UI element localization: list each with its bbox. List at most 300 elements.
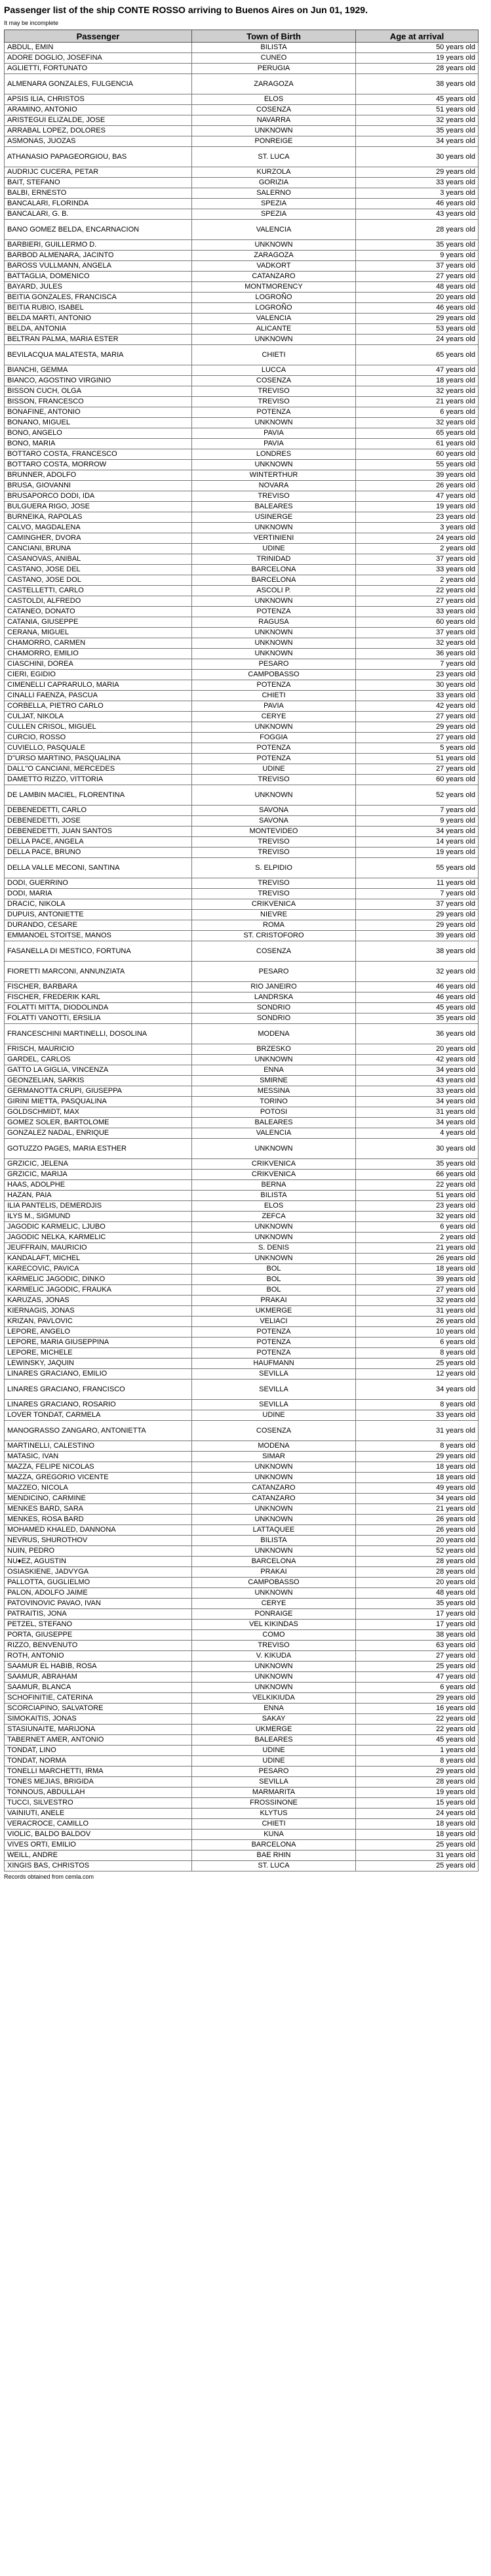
- table-row: [5, 649, 479, 659]
- table-row: [5, 1065, 479, 1076]
- town-of-birth-cell: SONDRIO: [192, 1013, 356, 1024]
- town-of-birth-cell: CHIETI: [192, 691, 356, 701]
- table-row: [5, 1139, 479, 1159]
- table-row: [5, 910, 479, 920]
- passenger-name-cell: JAGODIC KARMELIC, LJUBO: [5, 1222, 192, 1233]
- passenger-name-cell: GATTO LA GIGLIA, VINCENZA: [5, 1065, 192, 1076]
- age-at-arrival-cell: 18 years old: [356, 1473, 479, 1483]
- town-of-birth-cell: TREVISO: [192, 848, 356, 858]
- town-of-birth-cell: NAVARRA: [192, 115, 356, 126]
- age-at-arrival-cell: 65 years old: [356, 428, 479, 439]
- table-row: [5, 596, 479, 607]
- table-row: [5, 712, 479, 722]
- town-of-birth-cell: USINERGE: [192, 512, 356, 523]
- table-row: [5, 240, 479, 251]
- town-of-birth-cell: CERYE: [192, 1599, 356, 1609]
- age-at-arrival-cell: 22 years old: [356, 1714, 479, 1725]
- passenger-name-cell: BAIT, STEFANO: [5, 178, 192, 188]
- age-at-arrival-cell: 46 years old: [356, 303, 479, 314]
- town-of-birth-cell: SPEZIA: [192, 209, 356, 220]
- town-of-birth-cell: NOVARA: [192, 481, 356, 491]
- table-row: [5, 1327, 479, 1338]
- age-at-arrival-cell: 34 years old: [356, 136, 479, 147]
- passenger-name-cell: CULLEN CRISOL, MIGUEL: [5, 722, 192, 733]
- age-at-arrival-cell: 9 years old: [356, 816, 479, 827]
- table-row: [5, 1788, 479, 1798]
- town-of-birth-cell: UNKNOWN: [192, 649, 356, 659]
- age-at-arrival-cell: 60 years old: [356, 617, 479, 628]
- table-row: [5, 178, 479, 188]
- age-at-arrival-cell: 34 years old: [356, 1494, 479, 1504]
- town-of-birth-cell: PAVIA: [192, 701, 356, 712]
- table-row: [5, 1683, 479, 1693]
- passenger-name-cell: TONES MEJIAS, BRIGIDA: [5, 1777, 192, 1788]
- table-row: [5, 1641, 479, 1651]
- age-at-arrival-cell: 45 years old: [356, 94, 479, 105]
- town-of-birth-cell: UDINE: [192, 544, 356, 554]
- table-row: [5, 638, 479, 649]
- table-row: [5, 1013, 479, 1024]
- passenger-name-cell: JAGODIC NELKA, KARMELIC: [5, 1233, 192, 1243]
- town-of-birth-cell: VELIACI: [192, 1317, 356, 1327]
- age-at-arrival-cell: 27 years old: [356, 1651, 479, 1662]
- table-row: [5, 397, 479, 407]
- age-at-arrival-cell: 22 years old: [356, 1180, 479, 1191]
- town-of-birth-cell: UNKNOWN: [192, 240, 356, 251]
- passenger-name-cell: CIASCHINI, DOREA: [5, 659, 192, 670]
- age-at-arrival-cell: 37 years old: [356, 899, 479, 910]
- passenger-name-cell: RIZZO, BENVENUTO: [5, 1641, 192, 1651]
- passenger-name-cell: KARMELIC JAGODIC, FRAUKA: [5, 1285, 192, 1296]
- table-row: [5, 1735, 479, 1746]
- table-row: [5, 136, 479, 147]
- age-at-arrival-cell: 28 years old: [356, 1777, 479, 1788]
- town-of-birth-cell: ST. CRISTOFORO: [192, 931, 356, 941]
- table-row: [5, 878, 479, 889]
- town-of-birth-cell: VALENCIA: [192, 1128, 356, 1139]
- passenger-name-cell: ARISTEGUI ELIZALDE, JOSE: [5, 115, 192, 126]
- town-of-birth-cell: ELOS: [192, 1201, 356, 1212]
- town-of-birth-cell: TREVISO: [192, 491, 356, 502]
- age-at-arrival-cell: 20 years old: [356, 1536, 479, 1546]
- passenger-name-cell: GERMANOTTA CRUPI, GIUSEPPA: [5, 1086, 192, 1097]
- passenger-name-cell: BOTTARO COSTA, FRANCESCO: [5, 449, 192, 460]
- town-of-birth-cell: UNKNOWN: [192, 1546, 356, 1557]
- table-row: [5, 1756, 479, 1767]
- town-of-birth-cell: BARCELONA: [192, 565, 356, 575]
- table-row: [5, 586, 479, 596]
- passenger-name-cell: GIRINI MIETTA, PASQUALINA: [5, 1097, 192, 1107]
- town-of-birth-cell: TREVISO: [192, 775, 356, 785]
- age-at-arrival-cell: 31 years old: [356, 1850, 479, 1861]
- town-of-birth-cell: LOGROÑO: [192, 303, 356, 314]
- town-of-birth-cell: UNKNOWN: [192, 785, 356, 806]
- age-at-arrival-cell: 19 years old: [356, 848, 479, 858]
- passenger-name-cell: MAZZA, GREGORIO VICENTE: [5, 1473, 192, 1483]
- table-row: [5, 386, 479, 397]
- town-of-birth-cell: MARMARITA: [192, 1788, 356, 1798]
- town-of-birth-cell: UNKNOWN: [192, 1055, 356, 1065]
- town-of-birth-cell: ST. LUCA: [192, 147, 356, 167]
- age-at-arrival-cell: 32 years old: [356, 1212, 479, 1222]
- table-row: [5, 1609, 479, 1620]
- passenger-name-cell: PALLOTTA, GUGLIELMO: [5, 1578, 192, 1588]
- town-of-birth-cell: UKMERGE: [192, 1306, 356, 1317]
- table-row: [5, 701, 479, 712]
- table-row: [5, 1180, 479, 1191]
- age-at-arrival-cell: 21 years old: [356, 1504, 479, 1515]
- table-row: [5, 1672, 479, 1683]
- table-row: [5, 1662, 479, 1672]
- passenger-name-cell: APSIS ILIA, CHRISTOS: [5, 94, 192, 105]
- passenger-name-cell: BURNEIKA, RAPOLAS: [5, 512, 192, 523]
- passenger-name-cell: CANCIANI, BRUNA: [5, 544, 192, 554]
- town-of-birth-cell: PESARO: [192, 659, 356, 670]
- age-at-arrival-cell: 20 years old: [356, 1044, 479, 1055]
- passenger-name-cell: SCHOFINITIE, CATERINA: [5, 1693, 192, 1704]
- town-of-birth-cell: LONDRES: [192, 449, 356, 460]
- passenger-name-cell: XINGIS BAS, CHRISTOS: [5, 1861, 192, 1871]
- age-at-arrival-cell: 3 years old: [356, 523, 479, 533]
- town-of-birth-cell: UNKNOWN: [192, 1462, 356, 1473]
- passenger-name-cell: ARAMINO, ANTONIO: [5, 105, 192, 115]
- town-of-birth-cell: CAMPOBASSO: [192, 1578, 356, 1588]
- town-of-birth-cell: WINTERTHUR: [192, 470, 356, 481]
- town-of-birth-cell: UNKNOWN: [192, 1515, 356, 1525]
- page-title: Passenger list of the ship CONTE ROSSO arriving to Buenos Aires on Jun 01, 1929.: [4, 5, 368, 15]
- town-of-birth-cell: SALERNO: [192, 188, 356, 199]
- header-row: [5, 30, 479, 43]
- table-row: [5, 523, 479, 533]
- town-of-birth-cell: CAMPOBASSO: [192, 670, 356, 680]
- town-of-birth-cell: FOGGIA: [192, 733, 356, 743]
- age-at-arrival-cell: 60 years old: [356, 775, 479, 785]
- age-at-arrival-cell: 26 years old: [356, 1317, 479, 1327]
- passenger-name-cell: CASTANO, JOSE DEL: [5, 565, 192, 575]
- town-of-birth-cell: S. ELPIDIO: [192, 858, 356, 878]
- table-row: [5, 1567, 479, 1578]
- table-row: [5, 272, 479, 282]
- table-row: [5, 1024, 479, 1044]
- table-row: [5, 1348, 479, 1359]
- age-at-arrival-cell: 27 years old: [356, 712, 479, 722]
- passenger-name-cell: PALON, ADOLFO JAIME: [5, 1588, 192, 1599]
- age-at-arrival-cell: 47 years old: [356, 1672, 479, 1683]
- passenger-name-cell: SCORCIAPINO, SALVATORE: [5, 1704, 192, 1714]
- town-of-birth-cell: BILISTA: [192, 1191, 356, 1201]
- passenger-name-cell: GOLDSCHMIDT, MAX: [5, 1107, 192, 1118]
- town-of-birth-cell: VADKORT: [192, 261, 356, 272]
- town-of-birth-cell: LATTAQUEE: [192, 1525, 356, 1536]
- age-at-arrival-cell: 35 years old: [356, 126, 479, 136]
- town-of-birth-cell: MODENA: [192, 1441, 356, 1452]
- age-at-arrival-cell: 33 years old: [356, 691, 479, 701]
- age-at-arrival-cell: 24 years old: [356, 533, 479, 544]
- table-row: [5, 1452, 479, 1462]
- passenger-name-cell: FASANELLA DI MESTICO, FORTUNA: [5, 941, 192, 962]
- passenger-name-cell: SAAMUR EL HABIB, ROSA: [5, 1662, 192, 1672]
- town-of-birth-cell: RIO JANEIRO: [192, 982, 356, 992]
- table-row: [5, 303, 479, 314]
- age-at-arrival-cell: 37 years old: [356, 261, 479, 272]
- table-row: [5, 53, 479, 64]
- passenger-name-cell: AUDRIJC CUCERA, PETAR: [5, 167, 192, 178]
- town-of-birth-cell: TREVISO: [192, 889, 356, 899]
- age-at-arrival-cell: 32 years old: [356, 115, 479, 126]
- town-of-birth-cell: UNKNOWN: [192, 523, 356, 533]
- table-row: [5, 554, 479, 565]
- table-row: [5, 147, 479, 167]
- passenger-name-cell: KARMELIC JAGODIC, DINKO: [5, 1275, 192, 1285]
- table-row: [5, 1578, 479, 1588]
- age-at-arrival-cell: 31 years old: [356, 1107, 479, 1118]
- passenger-name-cell: MENKES BARD, SARA: [5, 1504, 192, 1515]
- town-of-birth-cell: COMO: [192, 1630, 356, 1641]
- town-of-birth-cell: ALICANTE: [192, 324, 356, 335]
- table-row: [5, 785, 479, 806]
- passenger-name-cell: LEPORE, MARIA GIUSEPPINA: [5, 1338, 192, 1348]
- passenger-name-cell: LINARES GRACIANO, FRANCISCO: [5, 1380, 192, 1400]
- age-at-arrival-cell: 29 years old: [356, 314, 479, 324]
- passenger-name-cell: DUPUIS, ANTONIETTE: [5, 910, 192, 920]
- table-row: [5, 992, 479, 1003]
- age-at-arrival-cell: 63 years old: [356, 1641, 479, 1651]
- table-row: [5, 1494, 479, 1504]
- passenger-name-cell: MAZZA, FELIPE NICOLAS: [5, 1462, 192, 1473]
- table-row: [5, 1400, 479, 1410]
- table-row: [5, 481, 479, 491]
- passenger-name-cell: CATANIA, GIUSEPPE: [5, 617, 192, 628]
- table-row: [5, 858, 479, 878]
- town-of-birth-cell: POTENZA: [192, 1348, 356, 1359]
- passenger-name-cell: LINARES GRACIANO, EMILIO: [5, 1369, 192, 1380]
- passenger-name-cell: CHAMORRO, EMILIO: [5, 649, 192, 659]
- table-row: [5, 428, 479, 439]
- table-body: [5, 43, 479, 1871]
- age-at-arrival-cell: 52 years old: [356, 1546, 479, 1557]
- table-row: [5, 1317, 479, 1327]
- town-of-birth-cell: VALENCIA: [192, 220, 356, 240]
- table-row: [5, 827, 479, 837]
- passenger-name-cell: BAYARD, JULES: [5, 282, 192, 293]
- town-of-birth-cell: ST. LUCA: [192, 1861, 356, 1871]
- age-at-arrival-cell: 18 years old: [356, 1830, 479, 1840]
- passenger-name-cell: CORBELLA, PIETRO CARLO: [5, 701, 192, 712]
- town-of-birth-cell: SPEZIA: [192, 199, 356, 209]
- town-of-birth-cell: MONTMORENCY: [192, 282, 356, 293]
- age-at-arrival-cell: 19 years old: [356, 53, 479, 64]
- town-of-birth-cell: CRIKVENICA: [192, 1159, 356, 1170]
- passenger-name-cell: MARTINELLI, CALESTINO: [5, 1441, 192, 1452]
- passenger-name-cell: GOMEZ SOLER, BARTOLOME: [5, 1118, 192, 1128]
- age-at-arrival-cell: 32 years old: [356, 386, 479, 397]
- age-at-arrival-cell: 50 years old: [356, 43, 479, 53]
- table-row: [5, 1107, 479, 1118]
- age-at-arrival-cell: 32 years old: [356, 1296, 479, 1306]
- passenger-name-cell: TONNOUS, ABDULLAH: [5, 1788, 192, 1798]
- town-of-birth-cell: UNKNOWN: [192, 638, 356, 649]
- age-at-arrival-cell: 4 years old: [356, 1128, 479, 1139]
- table-row: [5, 1359, 479, 1369]
- table-row: [5, 209, 479, 220]
- age-at-arrival-cell: 19 years old: [356, 1788, 479, 1798]
- passenger-name-cell: OSIASKIENE, JADVYGA: [5, 1567, 192, 1578]
- table-row: [5, 293, 479, 303]
- passenger-name-cell: GARDEL, CARLOS: [5, 1055, 192, 1065]
- table-row: [5, 743, 479, 754]
- age-at-arrival-cell: 38 years old: [356, 941, 479, 962]
- table-row: [5, 1421, 479, 1441]
- table-row: [5, 941, 479, 962]
- passenger-name-cell: DODI, MARIA: [5, 889, 192, 899]
- town-of-birth-cell: VERTINIENI: [192, 533, 356, 544]
- town-of-birth-cell: PONREIGE: [192, 136, 356, 147]
- table-row: [5, 722, 479, 733]
- town-of-birth-cell: UNKNOWN: [192, 1683, 356, 1693]
- table-row: [5, 1819, 479, 1830]
- passenger-name-cell: LOVER TONDAT, CARMELA: [5, 1410, 192, 1421]
- town-of-birth-cell: UNKNOWN: [192, 1672, 356, 1683]
- source-footer: Records obtained from cemla.com: [4, 1873, 94, 1880]
- town-of-birth-cell: UNKNOWN: [192, 1473, 356, 1483]
- passenger-name-cell: MOHAMED KHALED, DANNONA: [5, 1525, 192, 1536]
- age-at-arrival-cell: 12 years old: [356, 1369, 479, 1380]
- passenger-name-cell: DELLA PACE, BRUNO: [5, 848, 192, 858]
- town-of-birth-cell: SAKAY: [192, 1714, 356, 1725]
- passenger-name-cell: FOLATTI MITTA, DIODOLINDA: [5, 1003, 192, 1013]
- age-at-arrival-cell: 33 years old: [356, 1086, 479, 1097]
- age-at-arrival-cell: 26 years old: [356, 1515, 479, 1525]
- age-at-arrival-cell: 6 years old: [356, 407, 479, 418]
- passenger-name-cell: BIANCO, AGOSTINO VIRGINIO: [5, 376, 192, 386]
- town-of-birth-cell: CRIKVENICA: [192, 899, 356, 910]
- town-of-birth-cell: BOL: [192, 1275, 356, 1285]
- age-at-arrival-cell: 61 years old: [356, 439, 479, 449]
- age-at-arrival-cell: 38 years old: [356, 74, 479, 94]
- passenger-name-cell: BONAFINE, ANTONIO: [5, 407, 192, 418]
- town-of-birth-cell: TREVISO: [192, 1641, 356, 1651]
- passenger-name-cell: NEVRUS, SHUROTHOV: [5, 1536, 192, 1546]
- passenger-name-cell: CATANEO, DONATO: [5, 607, 192, 617]
- town-of-birth-cell: LUCCA: [192, 365, 356, 376]
- passenger-name-cell: BONO, ANGELO: [5, 428, 192, 439]
- age-at-arrival-cell: 55 years old: [356, 858, 479, 878]
- age-at-arrival-cell: 8 years old: [356, 1756, 479, 1767]
- passenger-name-cell: BOTTARO COSTA, MORROW: [5, 460, 192, 470]
- age-at-arrival-cell: 18 years old: [356, 1819, 479, 1830]
- passenger-name-cell: BULGUERA RIGO, JOSE: [5, 502, 192, 512]
- table-row: [5, 806, 479, 816]
- town-of-birth-cell: ENNA: [192, 1065, 356, 1076]
- table-row: [5, 126, 479, 136]
- passenger-name-cell: KARECOVIC, PAVICA: [5, 1264, 192, 1275]
- age-at-arrival-cell: 52 years old: [356, 785, 479, 806]
- age-at-arrival-cell: 51 years old: [356, 754, 479, 764]
- age-at-arrival-cell: 8 years old: [356, 1348, 479, 1359]
- table-row: [5, 1777, 479, 1788]
- age-at-arrival-cell: 33 years old: [356, 1410, 479, 1421]
- table-row: [5, 324, 479, 335]
- age-at-arrival-cell: 29 years old: [356, 722, 479, 733]
- age-at-arrival-cell: 30 years old: [356, 147, 479, 167]
- age-at-arrival-cell: 46 years old: [356, 982, 479, 992]
- table-row: [5, 1243, 479, 1254]
- age-at-arrival-cell: 29 years old: [356, 167, 479, 178]
- table-row: [5, 1044, 479, 1055]
- table-row: [5, 1285, 479, 1296]
- town-of-birth-cell: PERUGIA: [192, 64, 356, 74]
- table-row: [5, 1296, 479, 1306]
- passenger-name-cell: CUVIELLO, PASQUALE: [5, 743, 192, 754]
- table-row: [5, 1222, 479, 1233]
- passenger-name-cell: ABDUL, EMIN: [5, 43, 192, 53]
- passenger-table: [4, 30, 479, 1871]
- table-row: [5, 575, 479, 586]
- passenger-name-cell: BONANO, MIGUEL: [5, 418, 192, 428]
- town-of-birth-cell: UNKNOWN: [192, 628, 356, 638]
- age-at-arrival-cell: 7 years old: [356, 806, 479, 816]
- table-row: [5, 628, 479, 638]
- town-of-birth-cell: SEVILLA: [192, 1380, 356, 1400]
- passenger-name-cell: GONZALEZ NADAL, ENRIQUE: [5, 1128, 192, 1139]
- passenger-name-cell: BEITIA RUBIO, ISABEL: [5, 303, 192, 314]
- age-at-arrival-cell: 29 years old: [356, 1693, 479, 1704]
- table-row: [5, 470, 479, 481]
- town-of-birth-cell: ELOS: [192, 94, 356, 105]
- passenger-name-cell: MENKES, ROSA BARD: [5, 1515, 192, 1525]
- table-row: [5, 1714, 479, 1725]
- town-of-birth-cell: PRAKAI: [192, 1296, 356, 1306]
- table-row: [5, 982, 479, 992]
- age-at-arrival-cell: 24 years old: [356, 335, 479, 345]
- passenger-name-cell: GOTUZZO PAGES, MARIA ESTHER: [5, 1139, 192, 1159]
- town-of-birth-cell: BALEARES: [192, 1118, 356, 1128]
- passenger-name-cell: DALL"O CANCIANI, MERCEDES: [5, 764, 192, 775]
- table-row: [5, 962, 479, 982]
- passenger-name-cell: SAAMUR, ABRAHAM: [5, 1672, 192, 1683]
- passenger-name-cell: PATRAITIS, JONA: [5, 1609, 192, 1620]
- age-at-arrival-cell: 66 years old: [356, 1170, 479, 1180]
- age-at-arrival-cell: 36 years old: [356, 1024, 479, 1044]
- age-at-arrival-cell: 49 years old: [356, 1483, 479, 1494]
- town-of-birth-cell: BARCELONA: [192, 575, 356, 586]
- town-of-birth-cell: SEVILLA: [192, 1777, 356, 1788]
- passenger-name-cell: LEPORE, MICHELE: [5, 1348, 192, 1359]
- town-of-birth-cell: PAVIA: [192, 428, 356, 439]
- age-at-arrival-cell: 42 years old: [356, 701, 479, 712]
- age-at-arrival-cell: 31 years old: [356, 1421, 479, 1441]
- table-row: [5, 345, 479, 365]
- age-at-arrival-cell: 27 years old: [356, 596, 479, 607]
- age-at-arrival-cell: 30 years old: [356, 1139, 479, 1159]
- passenger-name-cell: DEBENEDETTI, JUAN SANTOS: [5, 827, 192, 837]
- table-row: [5, 837, 479, 848]
- table-row: [5, 376, 479, 386]
- table-row: [5, 899, 479, 910]
- age-at-arrival-cell: 5 years old: [356, 743, 479, 754]
- table-row: [5, 449, 479, 460]
- age-at-arrival-cell: 38 years old: [356, 1630, 479, 1641]
- table-row: [5, 617, 479, 628]
- passenger-name-cell: FOLATTI VANOTTI, ERSILIA: [5, 1013, 192, 1024]
- age-at-arrival-cell: 55 years old: [356, 460, 479, 470]
- table-row: [5, 1170, 479, 1180]
- passenger-name-cell: KIERNAGIS, JONAS: [5, 1306, 192, 1317]
- passenger-name-cell: CALVO, MAGDALENA: [5, 523, 192, 533]
- passenger-name-cell: TONDAT, NORMA: [5, 1756, 192, 1767]
- age-at-arrival-cell: 26 years old: [356, 481, 479, 491]
- age-at-arrival-cell: 23 years old: [356, 670, 479, 680]
